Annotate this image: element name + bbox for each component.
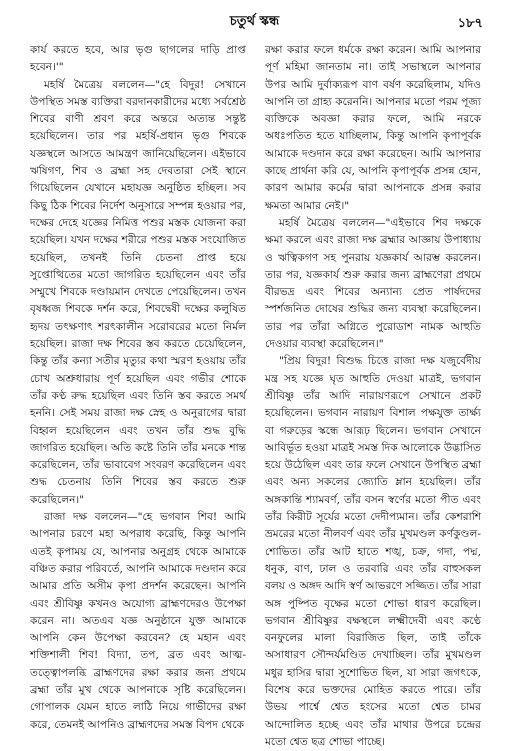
paragraph: রক্ষা করার ফলে ধর্মকে রক্ষা করেন। আমি আপনার পূর্ণ মহিমা জানতাম না। তাই সভাস্থলে আপনার উপর আমি দুর্বাক্যরূপ বাণ বর্ষণ করেছিলাম, যদিও আপনি তা গ্রাহ্য করেননি। আপনার মতো পরম পূজ্য ব্যক্তিকে অবজ্ঞা করার ফলে, আমি নরকে অধঃপতিত হতে যাচ্ছিলাম, কিন্তু আপনি কৃপাপূর্বক আমাকে দণ্ডদান করে রক্ষা করেছেন। আমি আপনার কাছে প্রার্থনা করি যে, আপনি কৃপাপূর্বক প্রসন্ন হোন, কারণ আমার কর্মের দ্বারা আপনাকে প্রসন্ন করার ক্ষমতা আমার নেই।": [265, 44, 481, 212]
right-column: [265, 42, 481, 748]
paragraph: মহর্ষি মৈত্রেয় বললেন—"হে বিদুর! সেখানে উপস্থিত সমস্ত ব্যক্তিরা বরদানকারীদের মধ্যে সর্বশ্রেষ্ঠ শিবের বাণী শ্রবণ করে অন্তরে অত্যন্ত সন্তুষ্ট হয়েছিলেন। তার পর মহর্ষি-প্রধান ভৃগু শিবকে যজ্ঞস্থলে আসতে আমন্ত্রণ জানিয়েছিলেন। এইভাবে ঋষিগণ, শিব ও ব্রহ্মা সহ দেবতারা সেই স্থানে গিয়েছিলেন যেখানে মহাযজ্ঞ অনুষ্ঠিত হচ্ছিল। সব কিছু ঠিক শিবের নির্দেশ অনুসারে সম্পন্ন হওয়ার পর, দক্ষের দেহে যজ্ঞের নিমিত্ত পশুর মস্তক যোজনা করা হয়েছিল। যখন দক্ষের শরীরে পশুর মস্তক সংযোজিত হয়েছিল, তখনই তিনি চেতনা প্রাপ্ত হয়ে সুপ্তোত্থিতের মতো জাগরিত হয়েছিলেন এবং তাঁর সম্মুখে শিবকে দণ্ডায়মান দেখতে পেয়েছিলেন। তখন বৃষধ্বজ শিবকে দর্শন করে, শিবদ্বেষী দক্ষের কলুষিত হৃদয় তৎক্ষণাৎ শরৎকালীন সরোবরের মতো নির্মল হয়েছিল। রাজা দক্ষ শিবের স্তব করতে চেয়েছিলেন, কিন্তু তাঁর কন্যা সতীর মৃত্যুর কথা স্মরণ হওয়ায় তাঁর চোখ অশ্রুধারায় পূর্ণ হয়েছিল এবং গভীর শোকে তাঁর কণ্ঠ রুদ্ধ হয়েছিল এবং তিনি স্তব করতে সমর্থ হননি। সেই সময় রাজা দক্ষ স্নেহ ও অনুরাগের দ্বারা বিহ্বল হয়েছিলেন এবং তখন তাঁর শুদ্ধ বুদ্ধি জাগরিত হয়েছিল। অতি কষ্টে তিনি তাঁর মনকে শান্ত করেছিলেন, তাঁর ভাবাবেগ সংবরণ করেছিলেন এবং শুদ্ধ চেতনায় তিনি শিবের স্তব করতে শুরু করেছিলেন।": [30, 78, 246, 506]
paragraph: "প্রিয় বিদুর! বিশুদ্ধ চিত্তে রাজা দক্ষ যজুর্বেদীয় মন্ত্র সহ যজ্ঞে ঘৃত আহুতি দেওয়া মাত্রই, ভগবান শ্রীবিষ্ণু তাঁর আদি নারায়ণরূপে সেখানে প্রকট হয়েছিলেন। ভগবান নারায়ণ বিশাল পক্ষযুক্ত তার্ক্ষ্য বা গরুড়ের স্কন্ধে আরূঢ় ছিলেন। ভগবান সেখানে আবির্ভূত হওয়া মাত্রই সমস্ত দিক আলোকে উদ্ভাসিত হয়ে উঠেছিল এবং তার ফলে সেখানে উপস্থিত ব্রহ্মা এবং অন্য সকলের জ্যোতি ম্লান হয়েছিল। তাঁর অঙ্গকান্তি শ্যামবর্ণ, তাঁর বসন স্বর্ণের মতো পীত এবং তাঁর কিরীট সূর্যের মতো দেদীপ্যমান। তাঁর কেশরাশি ভ্রমরের মতো নীলবর্ণ এবং তাঁর মুখমণ্ডল কর্ণকুণ্ডল-শোভিত। তাঁর আট হাতে শঙ্খ, চক্র, গদা, পদ্ম, ধনুক, বাণ, ঢাল ও তরবারি এবং তাঁর বাহুসকল বলয় ও অঙ্গদ আদি স্বর্ণ আভরণে সজ্জিত। তাঁর সারা অঙ্গ পুষ্পিত বৃক্ষের মতো শোভা ধারণ করেছিল। ভগবান শ্রীবিষ্ণুর বক্ষস্থলে লক্ষ্মীদেবী এবং কণ্ঠে বনফুলের মালা বিরাজিত ছিল, তাই তাঁকে অসাধারণ সৌন্দর্যমণ্ডিত দেখাচ্ছিল। তাঁর মুখমণ্ডল মধুর হাসির দ্বারা সুশোভিত ছিল, যা সারা জগৎকে, বিশেষ করে ভক্তদের মোহিত করতে পারে। তাঁর উভয় পার্শ্বে শ্বেত হংসের মতো শ্বেত চামর আন্দোলিত হচ্ছে এবং তাঁর মাথার উপরে চন্দ্রের মতো শ্বেত ছত্র শোভা পাচ্ছে।: [265, 355, 481, 748]
paragraph: কার্য করতে হবে, আর ভৃগু ছাগলের দাড়ি প্রাপ্ত হবেন।'": [30, 44, 246, 74]
paragraph: রাজা দক্ষ বললেন—"হে ভগবান শিব! আমি আপনার চরণে মহা অপরাধ করেছি, কিন্তু আপনি এতই কৃপাময় যে, আপনার অনুগ্রহ থেকে আমাকে বঞ্চিত করার পরিবর্তে, আপনি আমাকে দণ্ডদান করে আমার প্রতি অসীম কৃপা প্রদর্শন করেছেন। আপনি এবং শ্রীবিষ্ণু কখনও অযোগ্য ব্রাহ্মণদেরও উপেক্ষা করেন না। অতএব যজ্ঞ অনুষ্ঠানে যুক্ত আমাকে আপনি কেন উপেক্ষা করবেন? হে মহান এবং শক্তিশালী শিব! বিদ্যা, তপ, ব্রত এবং আত্ম-তত্ত্বোপলব্ধি ব্রাহ্মণদের রক্ষা করার জন্য প্রথমে ব্রহ্মা তাঁর মুখ থেকে আপনাকে সৃষ্টি করেছিলেন। গোপালক যেমন হাতে লাঠি নিয়ে গাভীদের রক্ষা করে, তেমনই আপনিও ব্রাহ্মণদের সমস্ত বিপদ থেকে: [30, 511, 246, 731]
paragraph: মহর্ষি মৈত্রেয় বললেন—"এইভাবে শিব দক্ষকে ক্ষমা করলে এবং রাজা দক্ষ ব্রহ্মার আজ্ঞায় উপাধ্যায় ও ঋত্বিকগণ সহ পুনরায় যজ্ঞকার্য আরম্ভ করলেন। তার পর, যজ্ঞকার্য শুরু করার জন্য ব্রাহ্মণেরা প্রথমে বীরভদ্র এবং শিবের অন্যান্য প্রেত পার্ষদদের স্পর্শজনিত দোষের শুদ্ধির জন্য ব্যবস্থা করেছিলেন। তার পর তাঁরা অগ্নিতে পুরোডাশ নামক আহুতি দেওয়ার ব্যবস্থা করেছিলেন।": [265, 216, 481, 351]
page-number: ১৮৭: [457, 16, 483, 31]
chapter-heading: চতুর্থ স্কন্ধ: [229, 14, 280, 29]
left-column: [30, 42, 246, 731]
